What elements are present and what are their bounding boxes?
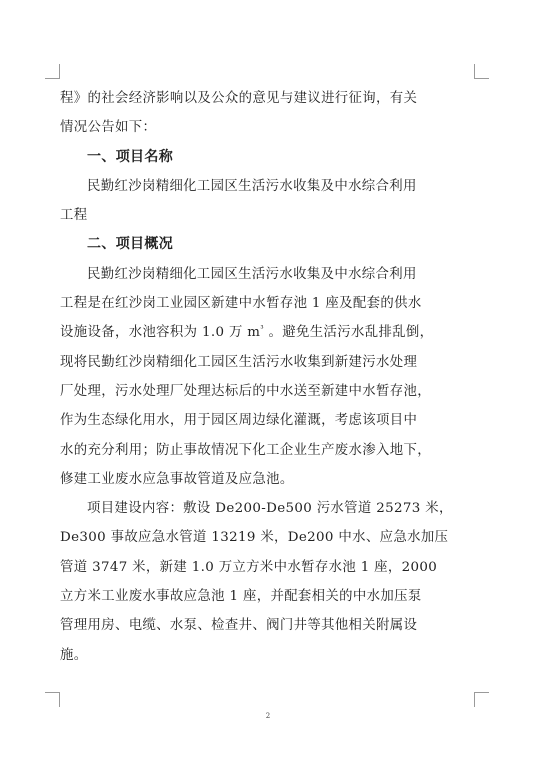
crop-mark-bottom-left (45, 692, 60, 707)
text-line: 程》的社会经济影响以及公众的意见与建议进行征询，有关 (60, 91, 418, 106)
text-line: 管理用房、电缆、水泵、检查井、阀门井等其他相关附属设 (60, 618, 418, 634)
crop-mark-top-right (474, 64, 489, 79)
section-heading-project-name: 一、项目名称 (87, 148, 174, 165)
crop-mark-top-left (45, 64, 60, 79)
text-line: 修建工业废水应急事故管道及应急池。 (60, 471, 294, 487)
text-line (60, 318, 474, 347)
text-line: 工程是在红沙岗工业园区新建中水暂存池 1 座及配套的供水 (60, 296, 422, 312)
text-line: 水的充分利用；防止事故情况下化工企业生产废水渗入地下， (60, 442, 431, 458)
superscript: ³ (260, 324, 264, 334)
text-line: 民勤红沙岗精细化工园区生活污水收集及中水综合利用 (87, 178, 417, 194)
text-segment: 。避免生活污水乱排乱倒， (263, 325, 434, 341)
body-text (60, 84, 474, 670)
text-line: 民勤红沙岗精细化工园区生活污水收集及中水综合利用 (87, 266, 417, 282)
page-number: 2 (265, 712, 271, 720)
text-line: 作为生态绿化用水，用于园区周边绿化灌溉，考虑该项目中 (60, 413, 418, 429)
text-line: 管道 3747 米，新建 1.0 万立方米中水暂存水池 1 座，2000 (60, 559, 438, 575)
text-line: 情况公告如下： (60, 120, 157, 136)
text-line: 工程 (60, 208, 88, 224)
text-line: 厂处理，污水处理厂处理达标后的中水送至新建中水暂存池， (60, 383, 431, 399)
text-line: 施。 (60, 647, 88, 663)
text-line: 立方米工业废水事故应急池 1 座，并配套相关的中水加压泵 (60, 589, 422, 605)
text-line: De300 事故应急水管道 13219 米，De200 中水、应急水加压 (60, 530, 449, 546)
section-heading-project-overview: 二、项目概况 (87, 236, 174, 253)
text-line: 现将民勤红沙岗精细化工园区生活污水收集到新建污水处理 (60, 354, 418, 370)
text-line: 项目建设内容：敷设 De200-De500 污水管道 25273 米， (87, 501, 453, 517)
text-segment: 设施设备，水池容积为 1.0 万 m (60, 325, 261, 341)
crop-mark-bottom-right (474, 692, 489, 707)
